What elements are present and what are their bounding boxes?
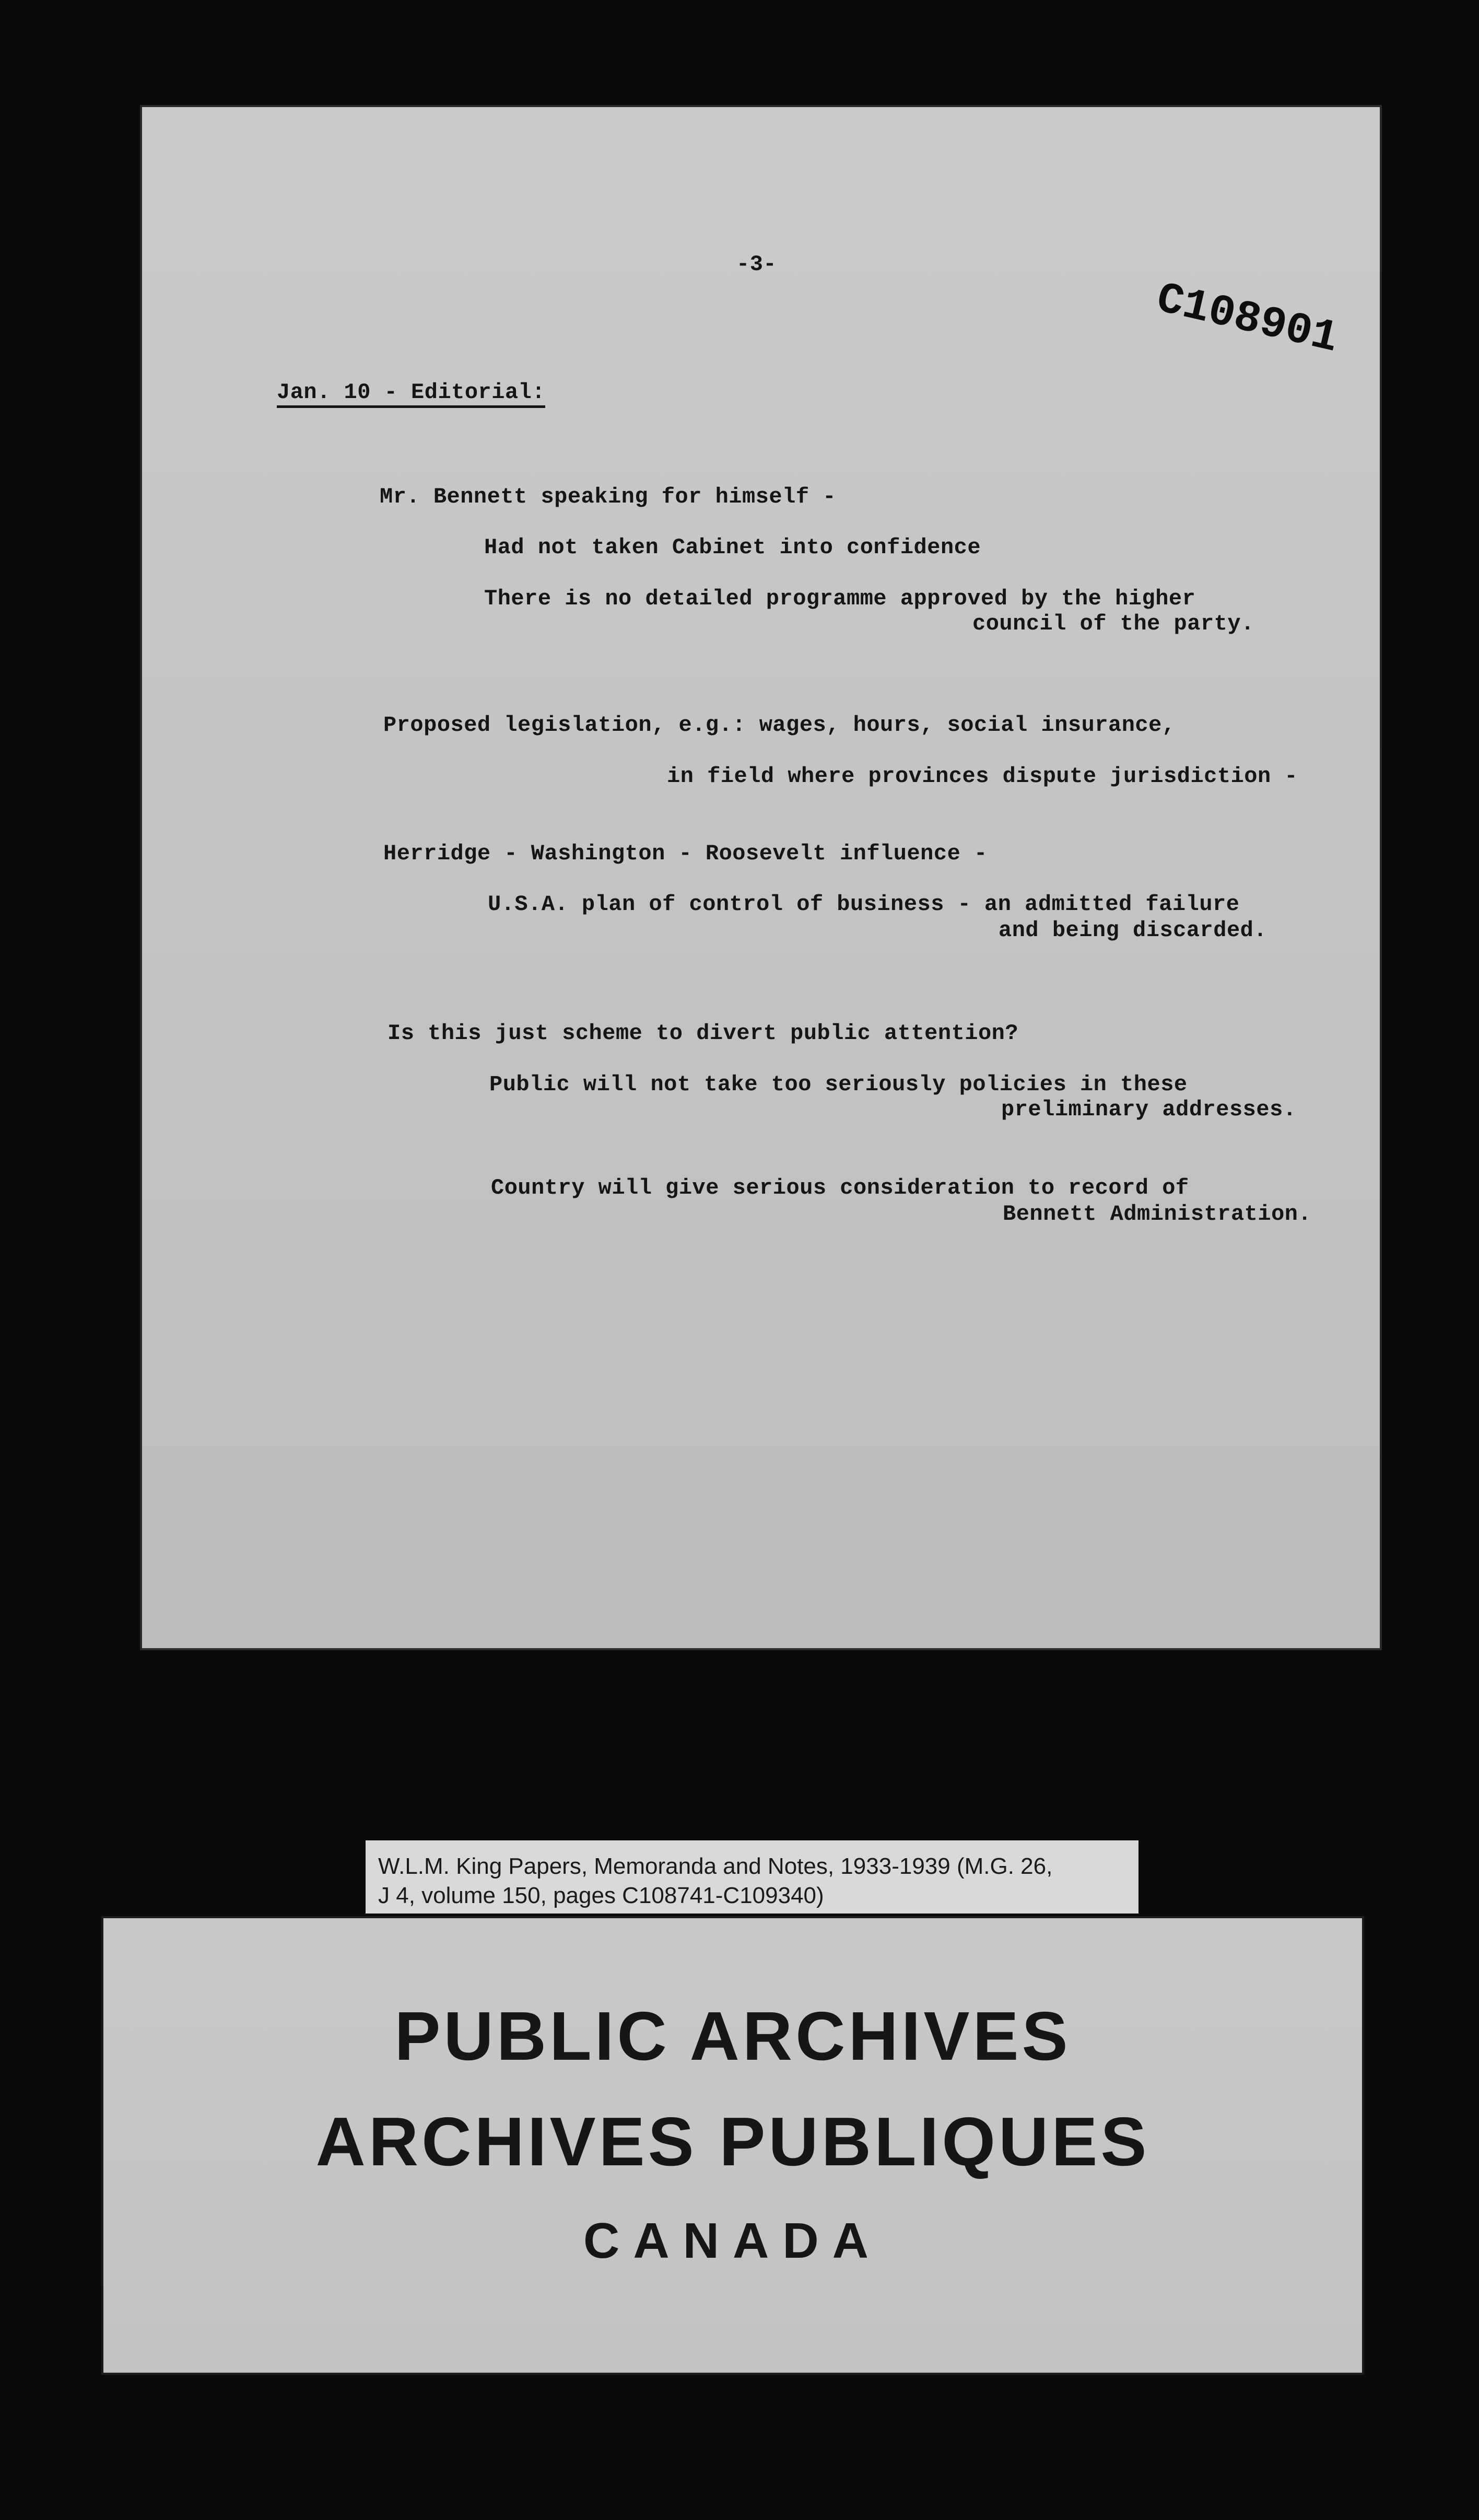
memo-line: Proposed legislation, e.g.: wages, hours, social insurance, (383, 713, 1176, 738)
reference-line: J 4, volume 150, pages C108741-C109340) (378, 1883, 824, 1908)
memo-line: There is no detailed programme approved by the higher (484, 586, 1196, 611)
memo-line: preliminary addresses. (1001, 1097, 1297, 1122)
memo-line: Mr. Bennett speaking for himself - (380, 484, 836, 509)
archives-board (103, 1918, 1362, 2373)
memo-page (142, 107, 1380, 1648)
memo-line: council of the party. (972, 611, 1254, 636)
memo-line: Herridge - Washington - Roosevelt influence - (383, 841, 988, 866)
memo-line: Country will give serious consideration to record of (491, 1175, 1189, 1200)
memo-line: Bennett Administration. (1003, 1201, 1312, 1227)
memo-line: U.S.A. plan of control of business - an admitted failure (488, 892, 1240, 917)
memo-line: Had not taken Cabinet into confidence (484, 535, 981, 560)
memo-line: Public will not take too seriously policies in these (489, 1072, 1188, 1097)
archives-country: CANADA (583, 2213, 882, 2269)
document-stamp-number: C108901 (1152, 274, 1343, 364)
memo-line: in field where provinces dispute jurisdiction - (667, 764, 1298, 789)
archives-title-english: PUBLIC ARCHIVES (394, 1998, 1071, 2074)
memo-heading: Jan. 10 - Editorial: (277, 381, 545, 408)
memo-line: and being discarded. (999, 918, 1267, 943)
archives-title-french: ARCHIVES PUBLIQUES (315, 2103, 1150, 2180)
reference-line: W.L.M. King Papers, Memoranda and Notes, 1933-1939 (M.G. 26, (378, 1853, 1053, 1879)
page-number: -3- (736, 252, 777, 277)
reference-slip (366, 1840, 1138, 1914)
memo-line: Is this just scheme to divert public attention? (388, 1021, 1019, 1046)
